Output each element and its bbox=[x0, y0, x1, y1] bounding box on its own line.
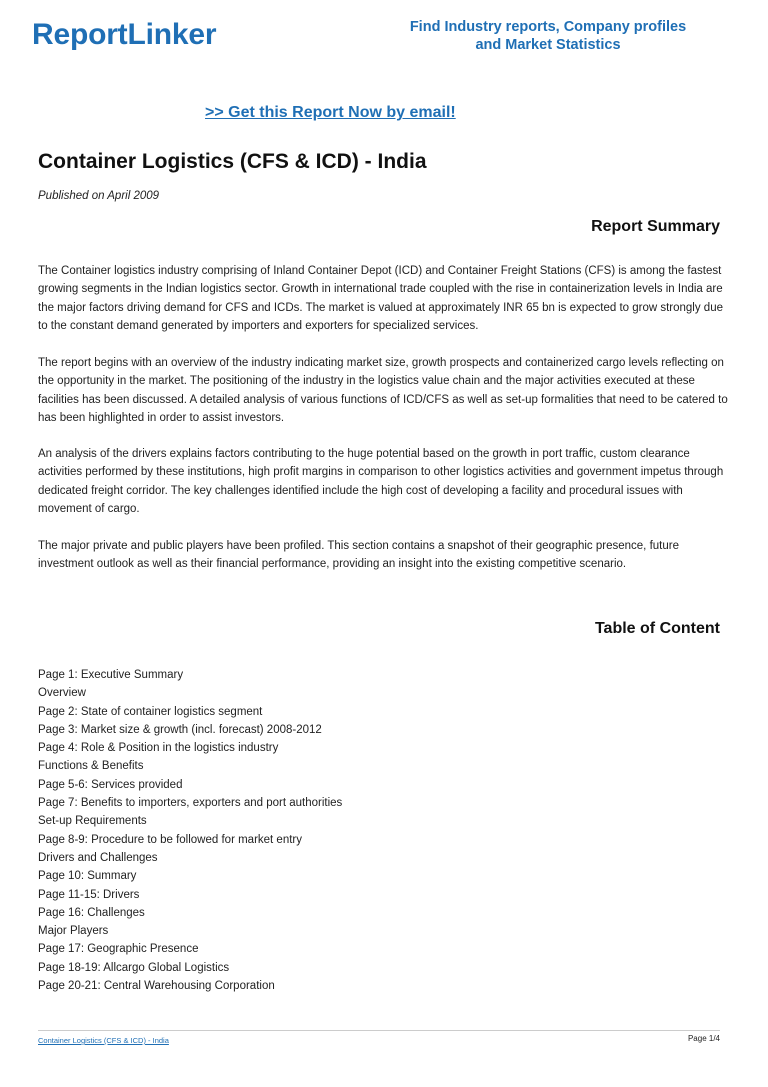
tagline-line-1: Find Industry reports, Company profiles bbox=[409, 19, 687, 35]
reportlinker-logo[interactable]: ReportLinker bbox=[32, 18, 217, 51]
footer-report-link[interactable]: Container Logistics (CFS & ICD) - India bbox=[38, 1036, 169, 1045]
table-of-content-heading: Table of Content bbox=[594, 620, 720, 637]
header-tagline bbox=[398, 18, 698, 54]
get-report-by-email-link[interactable]: >> Get this Report Now by email! bbox=[205, 104, 456, 121]
toc-item: Page 8-9: Procedure to be followed for market entry bbox=[38, 833, 303, 846]
table-of-content-list bbox=[38, 666, 342, 995]
report-summary-heading: Report Summary bbox=[591, 218, 720, 235]
toc-item: Drivers and Challenges bbox=[38, 851, 158, 864]
toc-item: Page 18-19: Allcargo Global Logistics bbox=[38, 961, 230, 974]
report-title: Container Logistics (CFS & ICD) - India bbox=[38, 150, 427, 173]
summary-paragraph-1: The Container logistics industry comprising of Inland Container Depot (ICD) and Container Freight Stations (CFS) is among the fastest growing segments in the Indian logistics sector. Growth in international trade coupled with the rise in containerization levels in India are the major factors driving demand for CFS and ICDs. The market is valued at approximately INR 65 bn is expected to grow strongly due to the constant demand generated by importers and exporters for specialized services. bbox=[38, 265, 723, 333]
published-date: Published on April 2009 bbox=[38, 190, 160, 202]
toc-item: Page 5-6: Services provided bbox=[38, 778, 183, 791]
summary-paragraph-4: The major private and public players have been profiled. This section contains a snapshot of their geographic presence, future investment outlook as well as their financial performance, providing an insight into the existing competitive scenario. bbox=[38, 540, 679, 571]
toc-item: Page 20-21: Central Warehousing Corporation bbox=[38, 980, 275, 993]
toc-item: Major Players bbox=[38, 925, 109, 938]
page-number: Page 1/4 bbox=[687, 1034, 720, 1043]
toc-item: Functions & Benefits bbox=[38, 760, 144, 773]
toc-item: Page 17: Geographic Presence bbox=[38, 943, 199, 956]
toc-item: Page 1: Executive Summary bbox=[38, 669, 184, 681]
toc-item: Set-up Requirements bbox=[38, 815, 147, 828]
toc-item: Page 11-15: Drivers bbox=[38, 888, 140, 901]
toc-item: Overview bbox=[38, 687, 86, 700]
footer-divider bbox=[38, 1030, 720, 1031]
summary-paragraph-2: The report begins with an overview of the industry indicating market size, growth prospects and containerized cargo levels reflecting on the opportunity in the market. The positioning of the industry in the logistics value chain and the major activities executed at these facilities has been discussed. A detailed analysis of various functions of ICD/CFS as well as set-up formalities that need to be catered to has been highlighted in order to assist investors. bbox=[38, 357, 728, 425]
toc-item: Page 10: Summary bbox=[38, 870, 137, 883]
toc-item: Page 16: Challenges bbox=[38, 906, 145, 919]
toc-item: Page 3: Market size & growth (incl. forecast) 2008-2012 bbox=[38, 723, 322, 736]
summary-paragraph-3: An analysis of the drivers explains factors contributing to the huge potential based on the growth in port traffic, custom clearance activities performed by these institutions, high profit margins in comparison to other logistics activities and government impetus through dedicated freight corridor. The key challenges identified include the high cost of developing a facility and procedural issues with movement of cargo. bbox=[38, 448, 724, 516]
toc-item: Page 2: State of container logistics segment bbox=[38, 705, 263, 718]
toc-item: Page 4: Role & Position in the logistics industry bbox=[38, 742, 279, 755]
toc-item: Page 7: Benefits to importers, exporters and port authorities bbox=[38, 797, 343, 810]
tagline-line-2: and Market Statistics bbox=[475, 37, 621, 53]
